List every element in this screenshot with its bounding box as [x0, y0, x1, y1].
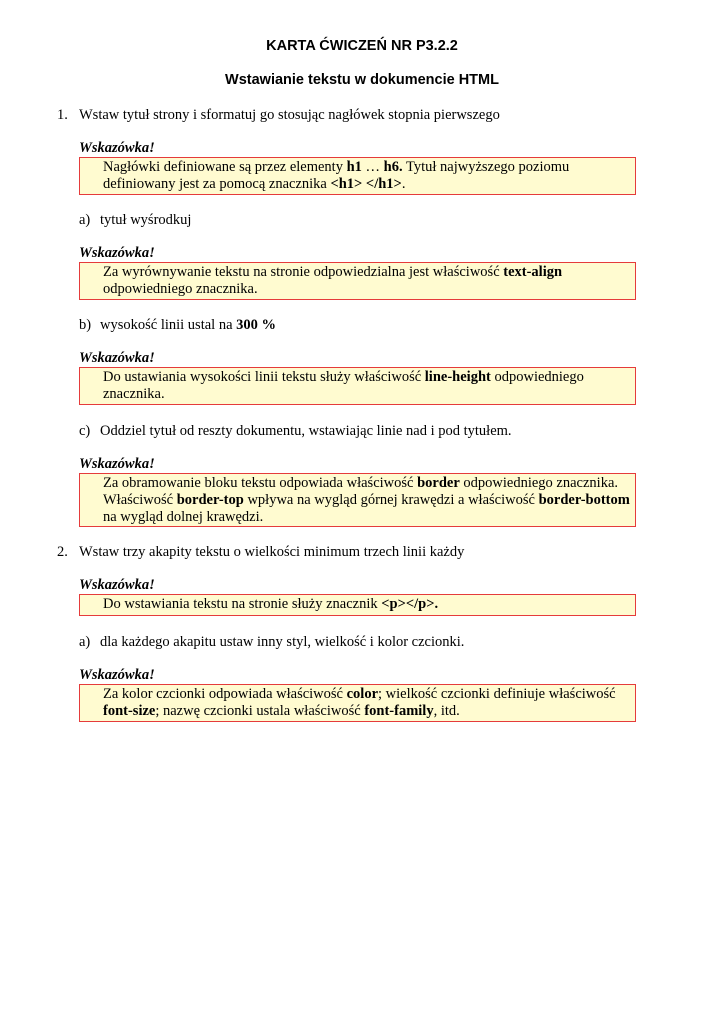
hint-box-task-1a	[79, 262, 636, 300]
page-title: KARTA ĆWICZEŃ NR P3.2.2	[266, 38, 458, 54]
hint-line: znacznika.	[103, 386, 165, 402]
hint-label: Wskazówka!	[79, 245, 155, 261]
task-1b-label: b)	[79, 317, 92, 333]
hint-label: Wskazówka!	[79, 577, 155, 593]
page-subtitle: Wstawianie tekstu w dokumencie HTML	[225, 72, 499, 88]
task-1c-text: Oddziel tytuł od reszty dokumentu, wstawiając linie nad i pod tytułem.	[100, 423, 512, 439]
hint-line: na wygląd dolnej krawędzi.	[103, 509, 264, 525]
hint-box-task-1b	[79, 367, 636, 405]
task-1-number: 1.	[57, 107, 68, 123]
hint-line: definiowany jest za pomocą znacznika <h1> </h1>.	[103, 176, 406, 192]
task-2-number: 2.	[57, 544, 68, 560]
hint-line: Właściwość border-top wpływa na wygląd górnej krawędzi a właściwość border-bottom	[103, 492, 630, 508]
task-1a-text: tytuł wyśrodkuj	[100, 212, 192, 228]
hint-box-task-1c	[79, 473, 636, 527]
hint-line: Nagłówki definiowane są przez elementy h1 … h6. Tytuł najwyższego poziomu	[103, 159, 570, 175]
hint-box-task-2a	[79, 684, 636, 722]
hint-label: Wskazówka!	[79, 350, 155, 366]
hint-label: Wskazówka!	[79, 140, 155, 156]
hint-line: Za kolor czcionki odpowiada właściwość color; wielkość czcionki definiuje właściwość	[103, 686, 616, 702]
task-1a-label: a)	[79, 212, 91, 228]
hint-line: odpowiedniego znacznika.	[103, 281, 258, 297]
hint-box-task-2	[79, 594, 636, 616]
task-2a-text: dla każdego akapitu ustaw inny styl, wielkość i kolor czcionki.	[100, 634, 465, 650]
hint-box-task-1	[79, 157, 636, 195]
hint-line: Do ustawiania wysokości linii tekstu służy właściwość line-height odpowiedniego	[103, 369, 584, 385]
hint-label: Wskazówka!	[79, 456, 155, 472]
hint-label: Wskazówka!	[79, 667, 155, 683]
hint-line: Za wyrównywanie tekstu na stronie odpowiedzialna jest właściwość text-align	[103, 264, 563, 280]
task-1-text: Wstaw tytuł strony i sformatuj go stosując nagłówek stopnia pierwszego	[79, 107, 500, 123]
task-2-text: Wstaw trzy akapity tekstu o wielkości minimum trzech linii każdy	[79, 544, 465, 560]
task-1c-label: c)	[79, 423, 91, 439]
hint-line: Za obramowanie bloku tekstu odpowiada właściwość border odpowiedniego znacznika.	[103, 475, 619, 491]
hint-line: font-size; nazwę czcionki ustala właściwość font-family, itd.	[103, 703, 460, 719]
hint-line: Do wstawiania tekstu na stronie służy znacznik <p></p>.	[103, 596, 439, 612]
task-2a-label: a)	[79, 634, 91, 650]
task-1b-text: wysokość linii ustal na 300 %	[100, 317, 277, 333]
